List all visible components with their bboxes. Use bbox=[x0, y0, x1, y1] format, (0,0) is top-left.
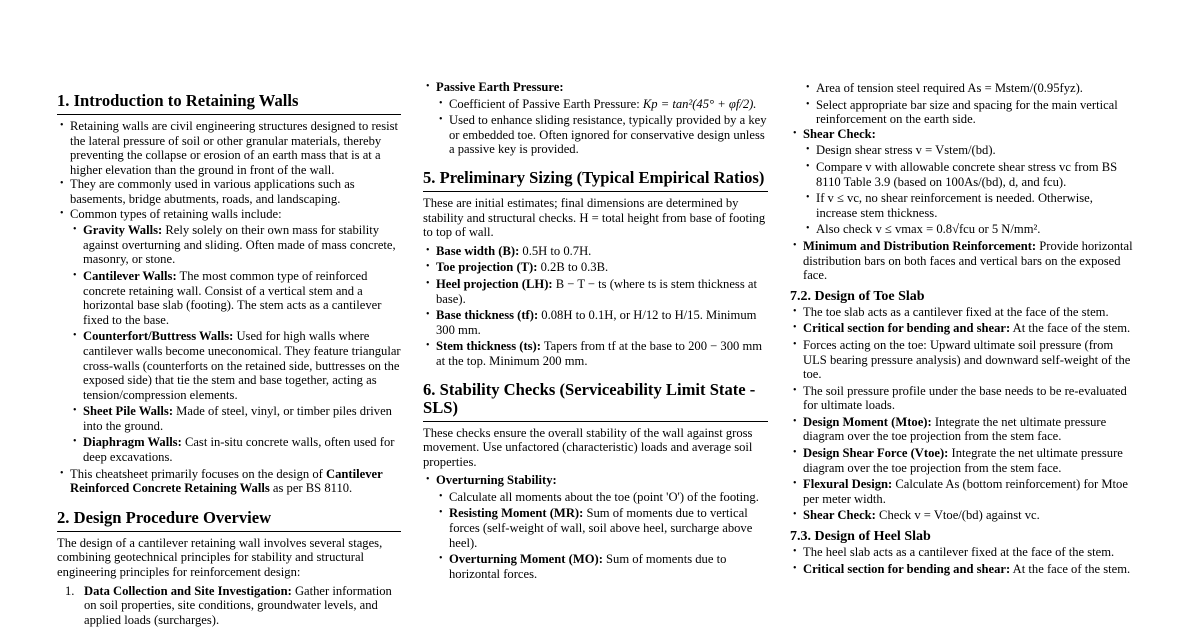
wall-type-text: Rely solely on their own mass for stability against overturning and sliding. Often made of mass concrete, masonry, or stone. bbox=[83, 223, 396, 267]
shear-title: Shear Check: bbox=[803, 126, 876, 141]
list-item bbox=[790, 562, 1134, 577]
sizing-text: 0.08H to 0.1H, or H/12 to H/15. Minimum 300 mm. bbox=[436, 308, 757, 337]
column-3 bbox=[790, 81, 1134, 576]
section-7-2-title: 7.2. Design of Toe Slab bbox=[790, 288, 925, 304]
list-item-text: Check v = Vtoe/(bd) against vc. bbox=[875, 508, 1040, 523]
wall-type-text: The most common type of reinforced concrete retaining wall. Consist of a vertical stem and a horizontal base slab (footing). The stem acts as a cantilever fixed to the base. bbox=[83, 268, 382, 327]
list-item: • Area of tension steel required As = Mstem/(0.95fyz). bbox=[803, 81, 1134, 96]
list-item-text: Integrate the net ultimate pressure diagram over the toe projection from the stem face. bbox=[803, 446, 1123, 475]
procedure-list bbox=[57, 584, 401, 627]
section-6-title: 6. Stability Checks (Serviceability Limit State - SLS) bbox=[423, 381, 768, 422]
list-item-bold: Overturning Moment (MO): bbox=[449, 552, 603, 567]
column-2 bbox=[423, 80, 768, 581]
list-item bbox=[790, 446, 1134, 475]
list-item-text: as per BS 8110. bbox=[269, 481, 353, 496]
wall-type-text: Cast in-situ concrete walls, often used for deep excavations. bbox=[83, 435, 395, 465]
sizing-label: Base width (B): bbox=[436, 243, 520, 258]
formula: Kp = tan²(45° + φf/2). bbox=[642, 96, 757, 111]
section-1-list bbox=[57, 119, 401, 496]
list-item: • Also check v ≤ vmax = 0.8√fcu or 5 N/mm². bbox=[803, 222, 1134, 237]
sizing-label: Toe projection (T): bbox=[436, 260, 538, 275]
list-item-text: Integrate the net ultimate pressure diagram over the toe projection from the stem face. bbox=[803, 414, 1107, 444]
list-item-bold: Shear Check: bbox=[803, 508, 876, 523]
overturning-title: Overturning Stability: bbox=[436, 473, 557, 488]
list-item: • They are commonly used in various applications such as basements, bridge abutments, roads, and landscaping. bbox=[57, 177, 401, 206]
sizing-label: Base thickness (tf): bbox=[436, 308, 539, 323]
list-item: • Design shear stress v = Vstem/(bd). bbox=[803, 143, 1134, 158]
section-1-title: 1. Introduction to Retaining Walls bbox=[57, 92, 401, 115]
list-item-bold: Minimum and Distribution Reinforcement: bbox=[803, 238, 1037, 253]
heel-slab-list bbox=[790, 545, 1134, 576]
list-item-bold: Design Shear Force (Vtoe): bbox=[803, 446, 949, 461]
wall-type-text: Made of steel, vinyl, or timber piles driven into the ground. bbox=[83, 404, 392, 433]
wall-type-text: Used for high walls where cantilever walls become uneconomical. They feature triangular cross-walls (counterforts on the retained side, buttresses on the exposed side) that tie the stem and base together, acting as tension/compression elements. bbox=[83, 329, 401, 402]
list-item: • Compare v with allowable concrete shear stress vc from BS 8110 Table 3.9 (based on 100As/(bd), d, and fcu). bbox=[803, 160, 1134, 189]
section-5-title: 5. Preliminary Sizing (Typical Empirical Ratios) bbox=[423, 169, 768, 192]
sizing-text: 0.2B to 0.3B. bbox=[537, 260, 609, 275]
overturning-sublist bbox=[436, 490, 768, 582]
list-item-bold: Critical section for bending and shear: bbox=[803, 321, 1011, 336]
list-item bbox=[790, 239, 1134, 283]
list-item bbox=[790, 321, 1134, 336]
wall-type-item bbox=[70, 404, 401, 433]
shear-list bbox=[790, 127, 1134, 283]
wall-type-name: Cantilever Walls: bbox=[83, 268, 177, 283]
section-2-title: 2. Design Procedure Overview bbox=[57, 509, 401, 532]
list-item-text: At the face of the stem. bbox=[1010, 561, 1131, 576]
wall-type-name: Diaphragm Walls: bbox=[83, 435, 182, 450]
list-item bbox=[790, 415, 1134, 444]
sizing-item bbox=[423, 339, 768, 368]
list-item-text: This cheatsheet primarily focuses on the design of bbox=[70, 466, 327, 481]
section-6-intro: These checks ensure the overall stability of the wall against gross movement. Use unfactored (characteristic) loads and average soil properties. bbox=[423, 425, 753, 469]
sizing-text: B − T − ts (where ts is stem thickness at base). bbox=[436, 276, 757, 306]
list-item bbox=[436, 552, 768, 581]
list-item-text: Calculate As (bottom reinforcement) for Mtoe per meter width. bbox=[803, 477, 1128, 506]
toe-slab-list bbox=[790, 305, 1134, 523]
sizing-item bbox=[423, 277, 768, 306]
list-item-bold: Critical section for bending and shear: bbox=[803, 561, 1011, 576]
stem-design-list bbox=[790, 81, 1134, 127]
procedure-item bbox=[57, 584, 401, 627]
wall-type-name: Counterfort/Buttress Walls: bbox=[83, 329, 234, 344]
list-item bbox=[423, 80, 768, 157]
list-item-text: Provide horizontal distribution bars on both faces and vertical bars on the exposed face. bbox=[803, 238, 1133, 283]
list-item bbox=[57, 467, 401, 496]
wall-type-item bbox=[70, 329, 401, 402]
sizing-list bbox=[423, 244, 768, 369]
wall-type-item bbox=[70, 269, 401, 327]
section-2-intro: The design of a cantilever retaining wall involves several stages, combining geotechnical principles for stability and structural engineering principles for reinforcement design: bbox=[57, 535, 383, 580]
list-item: • If v ≤ vc, no shear reinforcement is needed. Otherwise, increase stem thickness. bbox=[803, 191, 1134, 220]
list-item-text: Sum of moments due to vertical forces (self-weight of wall, soil above heel, surcharge above heel). bbox=[449, 506, 753, 550]
list-item bbox=[790, 127, 1134, 237]
passive-title: Passive Earth Pressure: bbox=[436, 80, 564, 94]
sizing-item bbox=[423, 244, 768, 259]
list-item: • Retaining walls are civil engineering structures designed to resist the lateral pressure of soil or other granular materials, thereby preventing the collapse or erosion of an earth mass that is at a higher elevation than the ground in front of the wall. bbox=[57, 119, 401, 177]
wall-types-list bbox=[70, 223, 401, 465]
column-1 bbox=[57, 92, 401, 627]
wall-type-item bbox=[70, 435, 401, 464]
procedure-number: 1. bbox=[65, 583, 75, 598]
list-item: • Select appropriate bar size and spacing for the main vertical reinforcement on the earth side. bbox=[803, 98, 1134, 127]
list-item-bold: Flexural Design: bbox=[803, 477, 893, 492]
wall-type-name: Sheet Pile Walls: bbox=[83, 404, 174, 419]
list-item bbox=[423, 473, 768, 581]
list-item-bold: Cantilever Reinforced Concrete Retaining Walls bbox=[70, 466, 383, 496]
sizing-item bbox=[423, 308, 768, 337]
procedure-title: Data Collection and Site Investigation: bbox=[84, 583, 292, 598]
list-item: • Calculate all moments about the toe (point 'O') of the footing. bbox=[436, 490, 768, 505]
stability-list bbox=[423, 473, 768, 581]
list-item-bold: Resisting Moment (MR): bbox=[449, 506, 584, 521]
list-item bbox=[790, 508, 1134, 523]
list-item bbox=[57, 207, 401, 465]
procedure-text: Gather information on soil properties, site conditions, groundwater levels, and applied loads (surcharges). bbox=[84, 583, 392, 627]
passive-sublist bbox=[436, 97, 768, 157]
list-item-bold: Design Moment (Mtoe): bbox=[803, 414, 932, 429]
list-item: • Used to enhance sliding resistance, typically provided by a key or embedded toe. Often ignored for conservative design unless a passive key is provided. bbox=[436, 113, 768, 157]
wall-type-item bbox=[70, 223, 401, 267]
section-7-3-title: 7.3. Design of Heel Slab bbox=[790, 529, 931, 545]
list-item: • The soil pressure profile under the base needs to be re-evaluated for ultimate loads. bbox=[790, 384, 1134, 413]
list-item-text: At the face of the stem. bbox=[1010, 321, 1131, 336]
list-item: • The toe slab acts as a cantilever fixed at the face of the stem. bbox=[790, 305, 1134, 320]
sizing-label: Heel projection (LH): bbox=[436, 276, 553, 291]
sizing-text: 0.5H to 0.7H. bbox=[519, 243, 592, 258]
wall-type-name: Gravity Walls: bbox=[83, 223, 163, 238]
shear-sublist bbox=[803, 143, 1134, 237]
sizing-item bbox=[423, 260, 768, 275]
sizing-label: Stem thickness (ts): bbox=[436, 339, 541, 354]
section-5-intro: These are initial estimates; final dimensions are determined by stability and structural checks. H = total height from base of footing to top of wall. bbox=[423, 195, 766, 240]
sizing-text: Tapers from tf at the base to 200 − 300 mm at the top. Minimum 200 mm. bbox=[436, 339, 763, 368]
list-item: • Forces acting on the toe: Upward ultimate soil pressure (from ULS bearing pressure analysis) and downward self-weight of the toe. bbox=[790, 338, 1134, 382]
list-item-text: Coefficient of Passive Earth Pressure: bbox=[449, 96, 643, 111]
list-item bbox=[436, 506, 768, 550]
list-item: • The heel slab acts as a cantilever fixed at the face of the stem. bbox=[790, 545, 1134, 560]
list-item-text: Sum of moments due to horizontal forces. bbox=[449, 552, 727, 581]
passive-list bbox=[423, 80, 768, 157]
list-item bbox=[436, 97, 768, 112]
list-item bbox=[790, 477, 1134, 506]
list-item-text: Common types of retaining walls include: bbox=[70, 206, 282, 221]
